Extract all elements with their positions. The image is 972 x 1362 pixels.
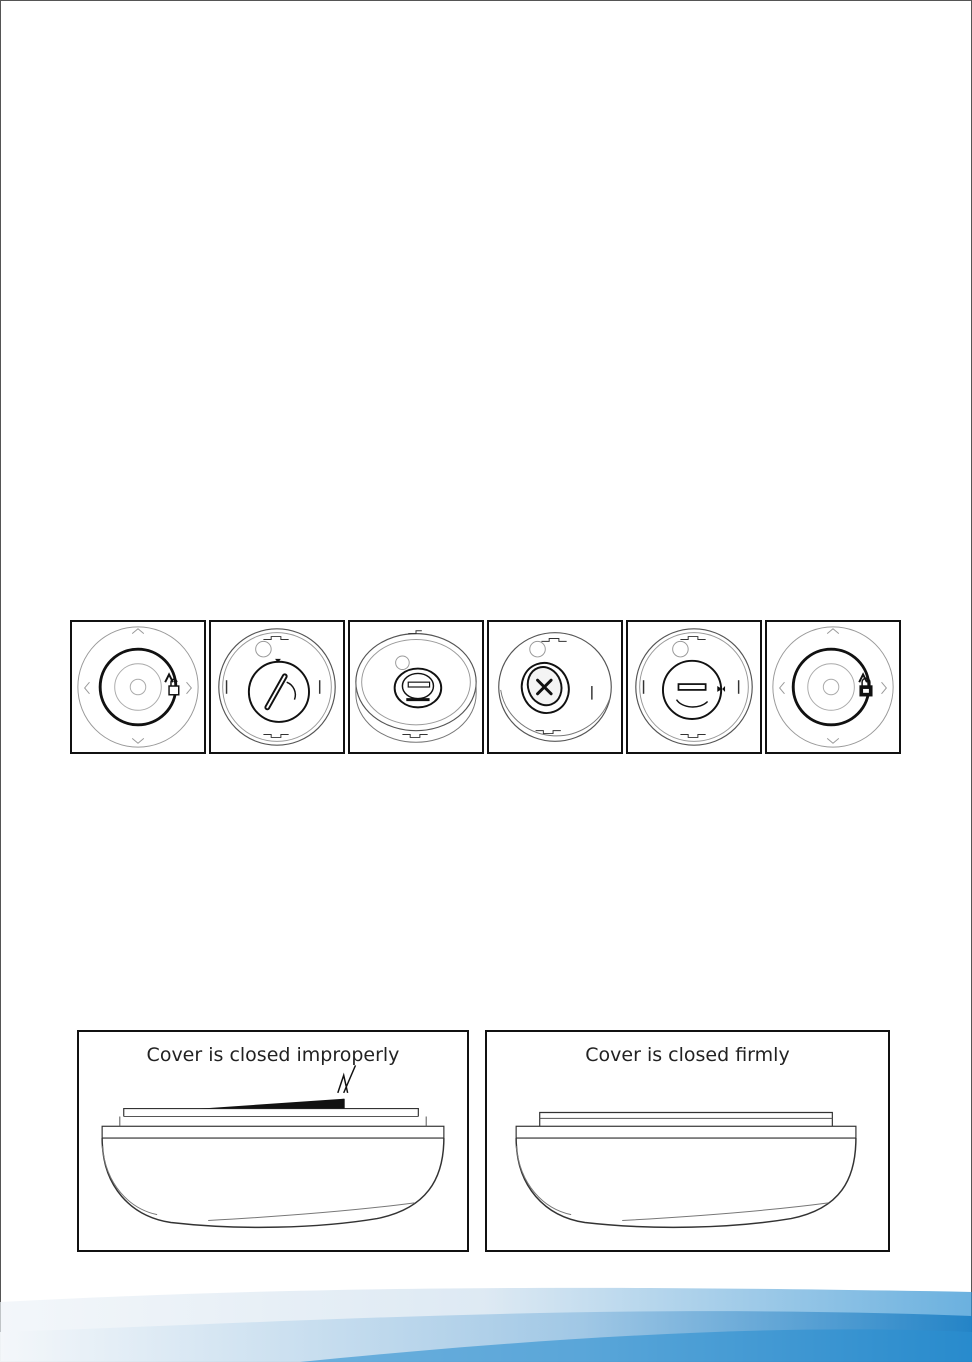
battery-insert-minus-icon [628, 622, 760, 752]
step-unlock-panel [70, 620, 206, 754]
unlock-icon [72, 622, 204, 752]
step-remove-battery-panel [348, 620, 484, 754]
step-open-compartment-panel [209, 620, 345, 754]
lock-icon [767, 622, 899, 752]
cover-firm-panel [485, 1030, 890, 1252]
step-close-compartment-panel [626, 620, 762, 754]
battery-insert-plus-icon [489, 622, 621, 752]
step-insert-battery-panel [487, 620, 623, 754]
step-lock-panel [765, 620, 901, 754]
firm-caption: Cover is closed firmly [585, 1044, 790, 1066]
battery-removed-icon [350, 622, 482, 752]
battery-compartment-icon [211, 622, 343, 752]
footer-wave-decoration [0, 1282, 972, 1362]
cover-improper-panel [77, 1030, 469, 1252]
improper-caption: Cover is closed improperly [146, 1044, 400, 1066]
